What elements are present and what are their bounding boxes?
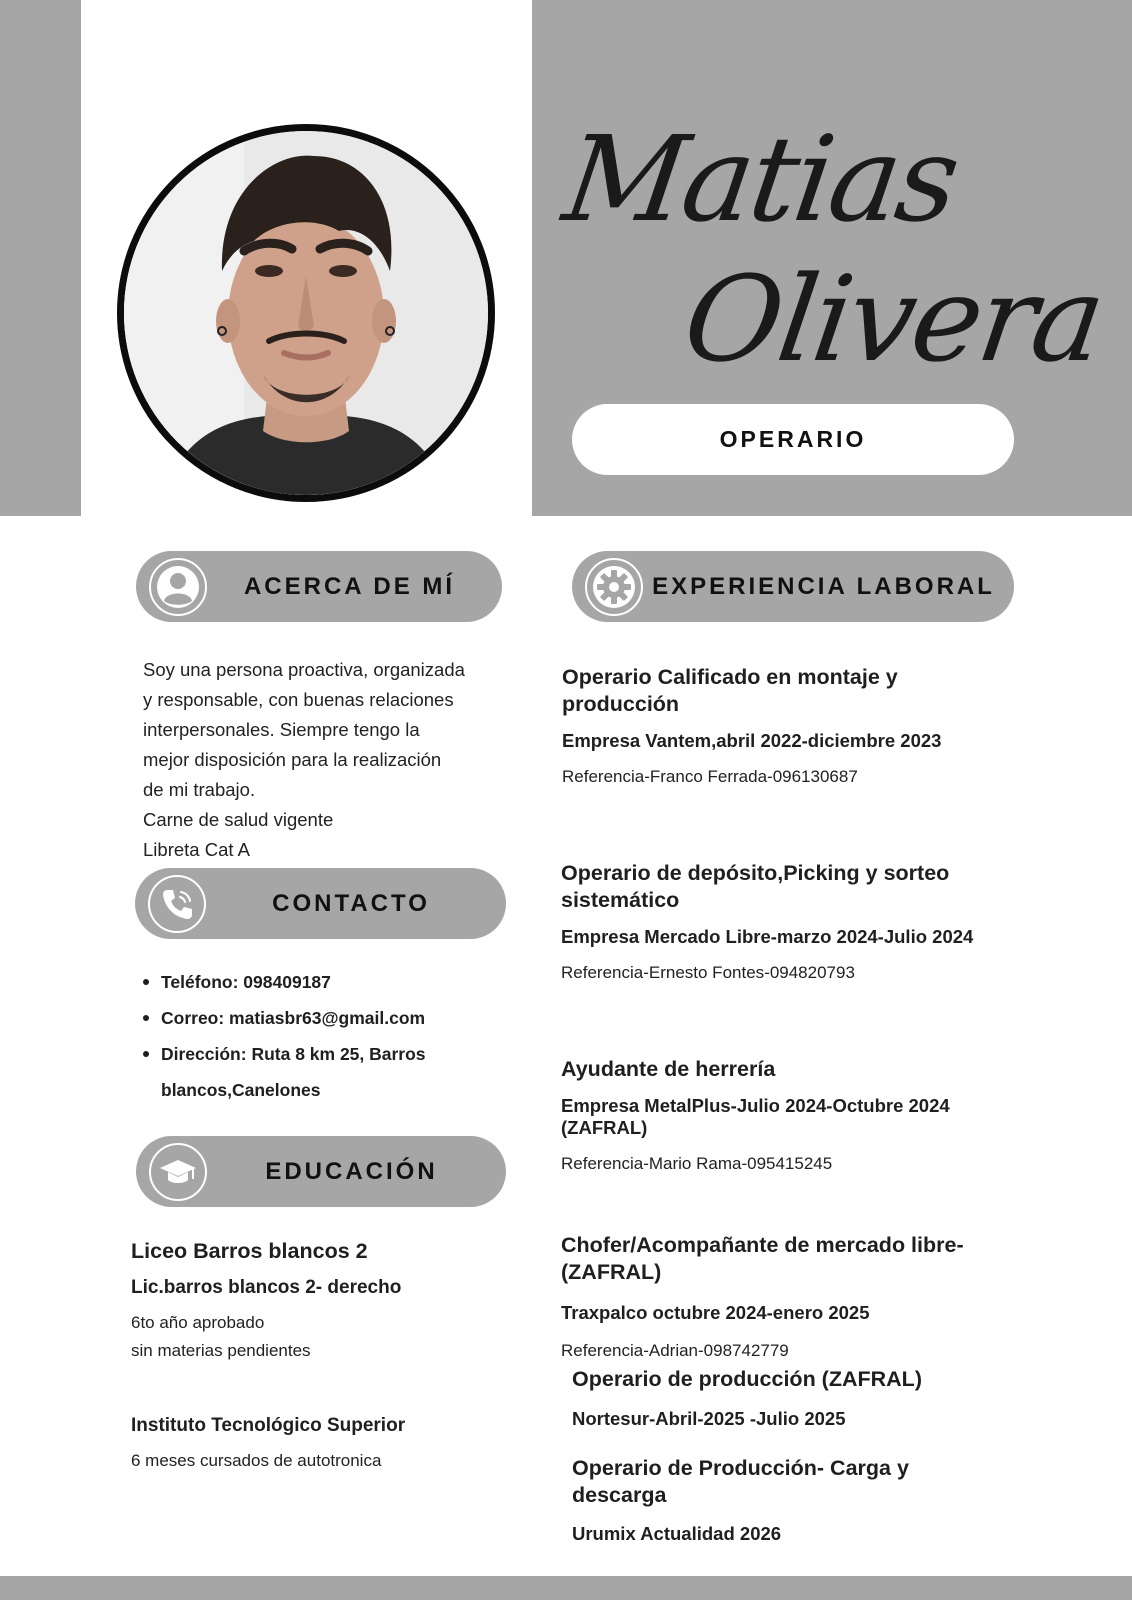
education-line: 6 meses cursados de autotronica bbox=[131, 1451, 382, 1470]
gear-icon bbox=[585, 558, 643, 616]
contact-heading: CONTACTO bbox=[272, 889, 430, 917]
job-title: Ayudante de herrería bbox=[561, 1057, 776, 1081]
job-reference: Referencia-Adrian-098742779 bbox=[561, 1341, 789, 1360]
about-line: de mi trabajo. bbox=[143, 779, 256, 800]
education-line: sin materias pendientes bbox=[131, 1341, 311, 1360]
job-title-badge: OPERARIO bbox=[572, 404, 1014, 475]
about-line: Soy una persona proactiva, organizada bbox=[143, 659, 465, 680]
job-title: Operario de Producción- Carga y descarga bbox=[572, 1456, 909, 1507]
experience-section-header bbox=[572, 551, 1014, 622]
experience-heading: EXPERIENCIA LABORAL bbox=[652, 572, 995, 600]
last-name: Olivera bbox=[676, 250, 1111, 388]
education-school: Liceo Barros blancos 2 bbox=[131, 1239, 368, 1263]
profile-photo bbox=[117, 124, 495, 502]
job-company: Urumix Actualidad 2026 bbox=[572, 1523, 782, 1544]
job-company: Empresa Mercado Libre-marzo 2024-Julio 2024 bbox=[561, 926, 974, 947]
education-detail: Lic.barros blancos 2- derecho bbox=[131, 1277, 402, 1298]
graduation-cap-icon bbox=[149, 1143, 207, 1201]
about-section-header bbox=[136, 551, 502, 622]
job-entry bbox=[561, 1232, 981, 1362]
about-heading: ACERCA DE MÍ bbox=[243, 572, 456, 600]
education-line: 6to año aprobado bbox=[131, 1313, 265, 1332]
contact-list bbox=[143, 964, 513, 1108]
job-entry bbox=[561, 1056, 981, 1175]
education-school: Instituto Tecnológico Superior bbox=[131, 1415, 406, 1436]
contact-email[interactable]: Correo: matiasbr63@gmail.com bbox=[143, 1000, 513, 1036]
background-footer-strip bbox=[0, 1576, 1132, 1600]
about-line: Carne de salud vigente bbox=[143, 809, 334, 830]
user-icon bbox=[149, 558, 207, 616]
job-title: Operario de depósito,Picking y sorteo sistemático bbox=[561, 861, 950, 912]
about-line: y responsable, con buenas relaciones bbox=[143, 689, 454, 710]
phone-icon bbox=[148, 875, 206, 933]
job-reference: Referencia-Franco Ferrada-096130687 bbox=[562, 767, 858, 786]
education-section-header bbox=[136, 1136, 506, 1207]
job-entry bbox=[572, 1366, 992, 1430]
job-reference: Referencia-Ernesto Fontes-094820793 bbox=[561, 963, 855, 982]
about-text bbox=[143, 655, 513, 865]
job-company: Nortesur-Abril-2025 -Julio 2025 bbox=[572, 1408, 846, 1429]
contact-section-header bbox=[135, 868, 506, 939]
contact-address-line-2: blancos,Canelones bbox=[161, 1080, 321, 1100]
job-company: Empresa Vantem,abril 2022-diciembre 2023 bbox=[562, 730, 942, 751]
education-heading: EDUCACIÓN bbox=[265, 1157, 438, 1185]
education-item bbox=[131, 1413, 521, 1475]
contact-address bbox=[143, 1036, 513, 1108]
about-line: Libreta Cat A bbox=[143, 839, 250, 860]
job-reference: Referencia-Mario Rama-095415245 bbox=[561, 1154, 833, 1173]
job-company: Empresa MetalPlus-Julio 2024-Octubre 2024 (ZAFRAL) bbox=[561, 1095, 950, 1138]
about-line: mejor disposición para la realización bbox=[143, 749, 442, 770]
profile-photo-illustration bbox=[124, 131, 488, 495]
contact-address-line-1: Dirección: Ruta 8 km 25, Barros bbox=[161, 1044, 426, 1064]
job-entry bbox=[572, 1455, 992, 1545]
job-entry bbox=[562, 664, 982, 788]
first-name: Matias bbox=[556, 110, 965, 248]
contact-phone[interactable]: Teléfono: 098409187 bbox=[143, 964, 513, 1000]
candidate-name bbox=[556, 110, 1111, 400]
about-line: interpersonales. Siempre tengo la bbox=[143, 719, 420, 740]
background-left-strip bbox=[0, 0, 81, 516]
education-item bbox=[131, 1237, 521, 1365]
job-title: Chofer/Acompañante de mercado libre- (ZAFRAL) bbox=[561, 1233, 964, 1284]
job-title: Operario Calificado en montaje y producción bbox=[562, 665, 898, 716]
job-entry bbox=[561, 860, 981, 984]
job-company: Traxpalco octubre 2024-enero 2025 bbox=[561, 1302, 870, 1323]
job-title: Operario de producción (ZAFRAL) bbox=[572, 1367, 922, 1391]
